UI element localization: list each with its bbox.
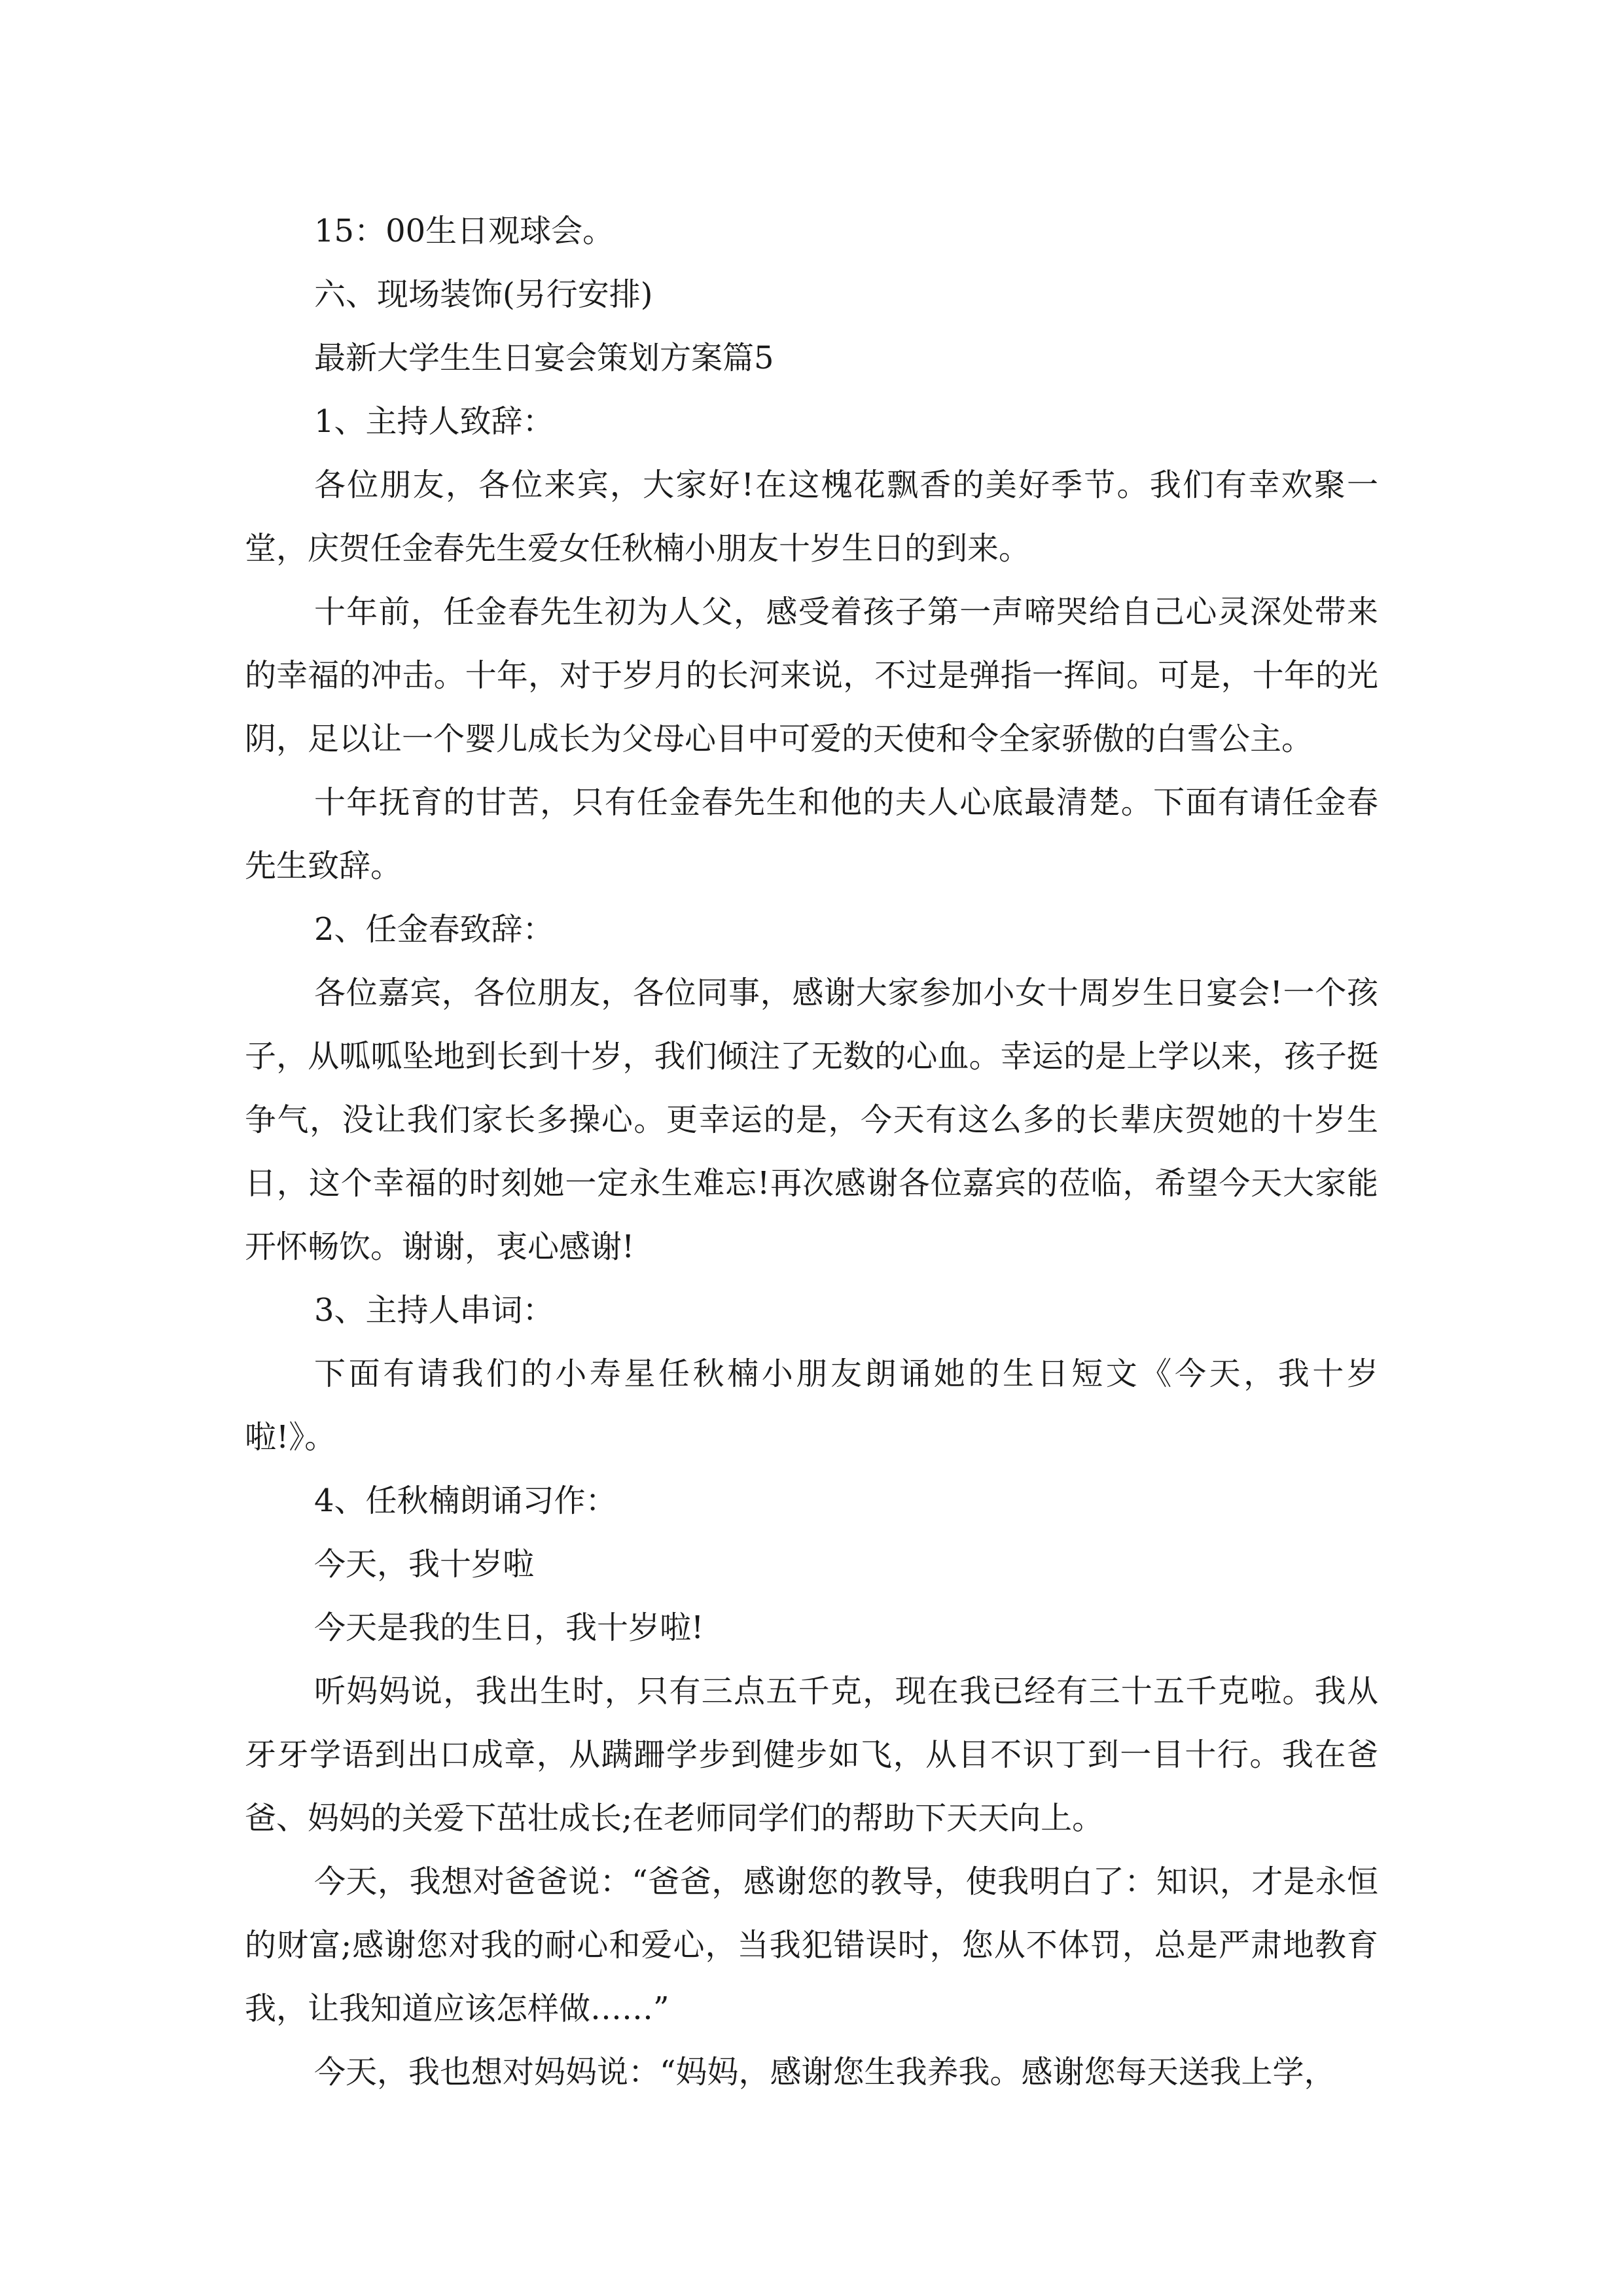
section-heading: 六、现场装饰(另行安排) [314,276,653,313]
paragraph: 十年抚育的甘苦，只有任金春先生和他的夫人心底最清楚。下面有请任金春先生致辞。 [245,784,1378,884]
paragraph: 今天，我也想对妈妈说：“妈妈，感谢您生我养我。感谢您每天送我上学， [314,2054,1336,2090]
essay-title: 今天，我十岁啦 [314,1546,535,1583]
paragraph: 今天是我的生日，我十岁啦! [314,1609,704,1646]
paragraph: 听妈妈说，我出生时，只有三点五千克，现在我已经有三十五千克啦。我从牙牙学语到出口成章，从蹒跚学步到健步如飞，从目不识丁到一目十行。我在爸爸、妈妈的关爱下茁壮成长;在老师同学们的帮助下天天向上。 [245,1673,1378,1837]
article-title: 最新大学生生日宴会策划方案篇5 [314,340,774,376]
subheading: 1、主持人致辞： [314,403,554,440]
subheading: 2、任金春致辞： [314,911,554,948]
paragraph: 十年前，任金春先生初为人父，感受着孩子第一声啼哭给自己心灵深处带来的幸福的冲击。十年，对于岁月的长河来说，不过是弹指一挥间。可是，十年的光阴，足以让一个婴儿成长为父母心目中可爱的天使和令全家骄傲的白雪公主。 [245,594,1378,757]
subheading: 4、任秋楠朗诵习作： [314,1482,617,1519]
subheading: 3、主持人串词： [314,1292,554,1329]
paragraph: 各位朋友，各位来宾，大家好!在这槐花飘香的美好季节。我们有幸欢聚一堂，庆贺任金春先生爱女任秋楠小朋友十岁生日的到来。 [245,467,1378,567]
paragraph: 今天，我想对爸爸说：“爸爸，感谢您的教导，使我明白了：知识，才是永恒的财富;感谢您对我的耐心和爱心，当我犯错误时，您从不体罚，总是严肃地教育我，让我知道应该怎样做……” [245,1863,1378,2027]
paragraph: 各位嘉宾，各位朋友，各位同事，感谢大家参加小女十周岁生日宴会!一个孩子，从呱呱坠地到长到十岁，我们倾注了无数的心血。幸运的是上学以来，孩子挺争气，没让我们家长多操心。更幸运的是，今天有这么多的长辈庆贺她的十岁生日，这个幸福的时刻她一定永生难忘!再次感谢各位嘉宾的莅临，希望今天大家能开怀畅饮。谢谢，衷心感谢! [245,975,1378,1265]
document-body [245,200,1378,2104]
paragraph: 下面有请我们的小寿星任秋楠小朋友朗诵她的生日短文《今天，我十岁啦!》。 [245,1355,1378,1456]
text-line: 15：00生日观球会。 [314,213,615,249]
